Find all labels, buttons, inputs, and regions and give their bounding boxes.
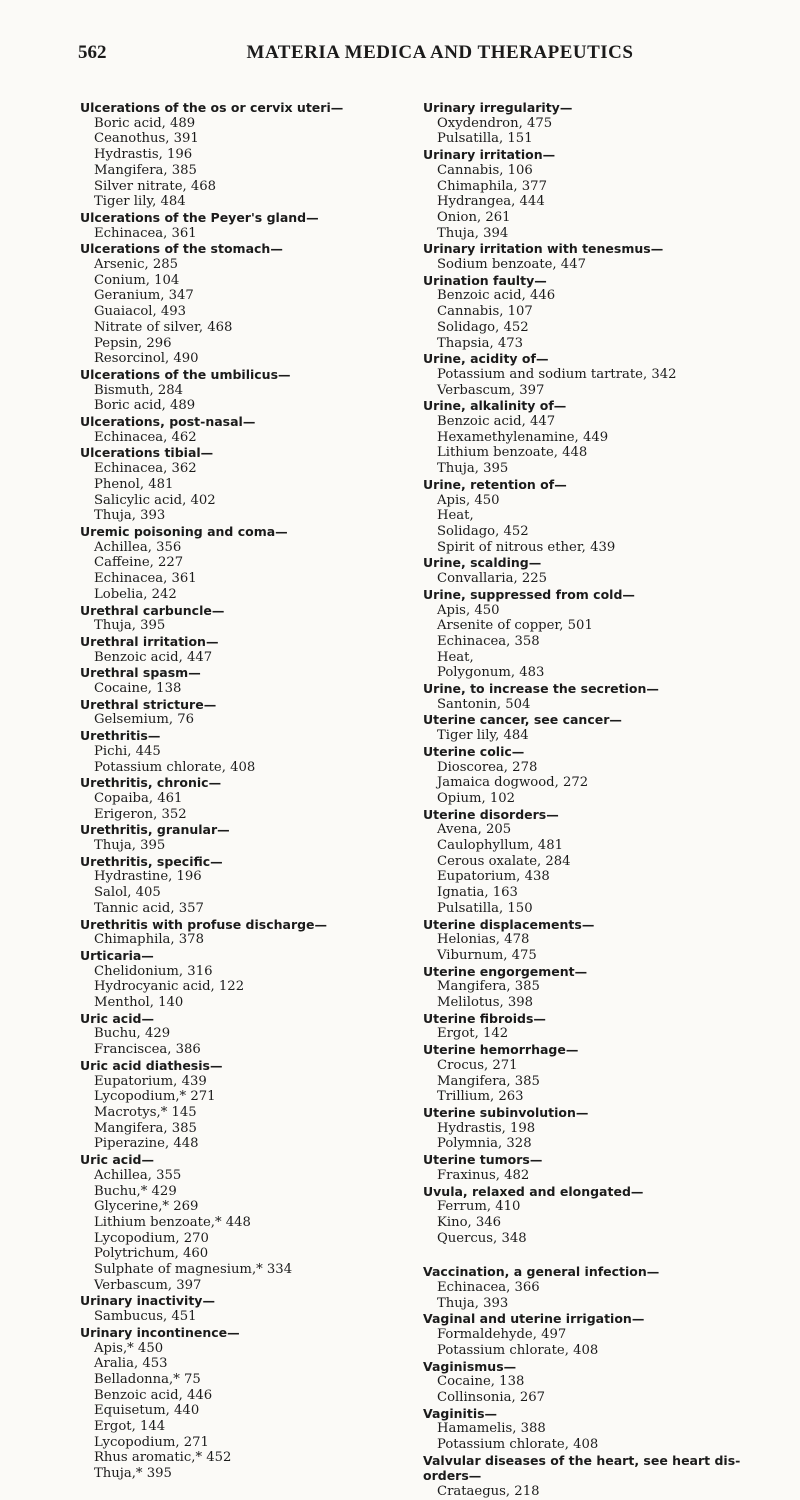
index-item: Mangifera, 385 xyxy=(437,979,540,995)
index-item: Fraxinus, 482 xyxy=(437,1167,530,1183)
index-heading: Uterine fibroids— xyxy=(423,1010,546,1026)
index-item: Apis,* 450 xyxy=(94,1340,164,1356)
index-item: Eupatorium, 439 xyxy=(94,1073,207,1089)
index-heading: Urinary irritation— xyxy=(423,147,556,163)
index-entry xyxy=(423,477,783,556)
index-item: Sodium benzoate, 447 xyxy=(437,257,586,273)
index-heading: Uterine hemorrhage— xyxy=(423,1042,579,1058)
index-heading: Urethritis— xyxy=(80,728,161,744)
index-item: Pulsatilla, 150 xyxy=(437,900,533,916)
index-entry xyxy=(423,1184,783,1247)
index-heading: Uterine displacements— xyxy=(423,916,595,932)
index-entry xyxy=(80,414,410,445)
index-item: Thapsia, 473 xyxy=(437,335,523,351)
index-item: Benzoic acid, 446 xyxy=(437,288,556,304)
index-heading: Uterine engorgement— xyxy=(423,963,588,979)
index-item: Crocus, 271 xyxy=(437,1057,518,1073)
index-entry xyxy=(80,822,410,853)
index-entry xyxy=(80,1293,410,1324)
index-entry xyxy=(80,1325,410,1482)
index-item: Lycopodium,* 271 xyxy=(94,1089,216,1105)
index-entry xyxy=(423,1311,783,1358)
index-heading: Ulcerations, post-nasal— xyxy=(80,414,256,430)
index-entry xyxy=(423,712,783,743)
index-heading: Uterine colic— xyxy=(423,743,525,759)
index-item: Echinacea, 366 xyxy=(437,1280,540,1296)
index-entry xyxy=(423,273,783,352)
index-entry xyxy=(423,1011,783,1042)
index-item: Thuja, 395 xyxy=(437,461,509,477)
index-item: Chimaphila, 378 xyxy=(94,932,204,948)
index-item: Tiger lily, 484 xyxy=(94,194,186,210)
index-item: Cerous oxalate, 284 xyxy=(437,853,571,869)
index-item: Eupatorium, 438 xyxy=(437,869,550,885)
index-heading: Urination faulty— xyxy=(423,272,547,288)
index-item: Thuja, 395 xyxy=(94,618,166,634)
index-item: Solidago, 452 xyxy=(437,319,529,335)
index-item: Pulsatilla, 151 xyxy=(437,131,533,147)
index-item: Thuja, 394 xyxy=(437,225,509,241)
index-entry xyxy=(423,1264,783,1311)
index-entry xyxy=(423,744,783,807)
index-item: Rhus aromatic,* 452 xyxy=(94,1450,232,1466)
index-item: Thuja, 393 xyxy=(437,1295,509,1311)
index-item: Benzoic acid, 447 xyxy=(437,414,556,430)
index-heading: Uterine tumors— xyxy=(423,1152,543,1168)
index-heading: Urine, alkalinity of— xyxy=(423,398,567,414)
index-item: Ergot, 142 xyxy=(437,1026,509,1042)
index-heading: Vaccination, a general infection— xyxy=(423,1264,660,1280)
index-item: Tannic acid, 357 xyxy=(94,900,204,916)
index-heading: Urethral carbuncle— xyxy=(80,602,225,618)
index-item: Cannabis, 106 xyxy=(437,162,533,178)
index-item: Potassium chlorate, 408 xyxy=(94,759,256,775)
index-entry xyxy=(423,1406,783,1453)
index-heading: Ulcerations tibial— xyxy=(80,445,214,461)
index-heading: Urethral stricture— xyxy=(80,696,217,712)
index-heading: Urethritis, specific— xyxy=(80,853,223,869)
index-item: Echinacea, 362 xyxy=(94,461,197,477)
index-item: Hexamethylenamine, 449 xyxy=(437,429,609,445)
index-item: Viburnum, 475 xyxy=(437,947,537,963)
index-item: Lobelia, 242 xyxy=(94,586,177,602)
index-heading: Uric acid diathesis— xyxy=(80,1057,223,1073)
index-item: Echinacea, 462 xyxy=(94,429,197,445)
index-heading: Urine, suppressed from cold— xyxy=(423,586,635,602)
index-item: Apis, 450 xyxy=(437,602,500,618)
index-heading: Valvular diseases of the heart, see heart dis- orders— xyxy=(423,1452,741,1484)
index-entry xyxy=(423,555,783,586)
index-entry xyxy=(80,445,410,524)
index-item: Achillea, 356 xyxy=(94,539,182,555)
index-item: Gelsemium, 76 xyxy=(94,712,195,728)
index-item: Convallaria, 225 xyxy=(437,571,548,587)
index-entry xyxy=(80,603,410,634)
index-heading: Vaginal and uterine irrigation— xyxy=(423,1311,645,1327)
index-item: Nitrate of silver, 468 xyxy=(94,319,233,335)
index-item: Polytrichum, 460 xyxy=(94,1246,209,1262)
index-item: Copaiba, 461 xyxy=(94,790,183,806)
index-item: Lithium benzoate, 448 xyxy=(437,445,588,461)
index-entry xyxy=(80,665,410,696)
index-item: Aralia, 453 xyxy=(94,1356,168,1372)
index-item: Polygonum, 483 xyxy=(437,665,545,681)
left-index-column xyxy=(80,100,410,1482)
index-heading: Urethral spasm— xyxy=(80,665,201,681)
index-item: Santonin, 504 xyxy=(437,696,531,712)
index-item: Quercus, 348 xyxy=(437,1230,527,1246)
index-item: Heat, xyxy=(437,649,474,665)
index-item: Phenol, 481 xyxy=(94,476,174,492)
index-heading: Vaginitis— xyxy=(423,1405,498,1421)
index-heading: Vaginismus— xyxy=(423,1358,517,1374)
index-item: Arsenite of copper, 501 xyxy=(437,618,593,634)
index-entry xyxy=(80,775,410,822)
index-heading: Urinary irregularity— xyxy=(423,100,573,115)
index-item: Achillea, 355 xyxy=(94,1167,182,1183)
index-entry xyxy=(423,964,783,1011)
index-item: Salicylic acid, 402 xyxy=(94,492,216,508)
index-item: Silver nitrate, 468 xyxy=(94,178,217,194)
index-item: Bismuth, 284 xyxy=(94,382,184,398)
index-item: Caulophyllum, 481 xyxy=(437,838,563,854)
index-item: Avena, 205 xyxy=(437,822,512,838)
index-entry xyxy=(80,634,410,665)
index-heading: Urethritis with profuse discharge— xyxy=(80,916,328,932)
index-item: Piperazine, 448 xyxy=(94,1136,199,1152)
index-entry xyxy=(423,1105,783,1152)
index-entry xyxy=(423,147,783,241)
index-item: Hydrocyanic acid, 122 xyxy=(94,979,245,995)
index-item: Thuja, 395 xyxy=(94,838,166,854)
index-item: Hydrastine, 196 xyxy=(94,869,202,885)
index-heading: Uterine subinvolution— xyxy=(423,1105,589,1120)
index-heading: Uterine disorders— xyxy=(423,806,559,822)
index-item: Tiger lily, 484 xyxy=(437,728,529,744)
index-item: Opium, 102 xyxy=(437,790,516,806)
index-item: Echinacea, 358 xyxy=(437,633,540,649)
index-item: Collinsonia, 267 xyxy=(437,1389,546,1405)
index-item: Hydrangea, 444 xyxy=(437,194,545,210)
index-item: Ferrum, 410 xyxy=(437,1199,521,1215)
index-entry xyxy=(80,241,410,367)
index-entry xyxy=(423,681,783,712)
index-heading: Ulcerations of the umbilicus— xyxy=(80,366,291,382)
index-heading: Urethritis, chronic— xyxy=(80,775,222,791)
index-item: Erigeron, 352 xyxy=(94,806,187,822)
index-heading: Urinary irritation with tenesmus— xyxy=(423,241,664,257)
index-heading: Uterine cancer, see cancer— xyxy=(423,712,622,728)
index-item: Crataegus, 218 xyxy=(437,1484,540,1500)
index-entry xyxy=(80,697,410,728)
index-item: Mangifera, 385 xyxy=(94,162,197,178)
index-item: Buchu, 429 xyxy=(94,1026,171,1042)
index-item: Chimaphila, 377 xyxy=(437,178,547,194)
index-item: Echinacea, 361 xyxy=(94,571,197,587)
index-entry xyxy=(423,1453,783,1500)
index-item: Ceanothus, 391 xyxy=(94,131,199,147)
index-item: Lycopodium, 270 xyxy=(94,1230,209,1246)
index-entry xyxy=(423,1152,783,1183)
index-heading: Uric acid— xyxy=(80,1010,154,1026)
index-item: Boric acid, 489 xyxy=(94,398,196,414)
index-entry xyxy=(80,728,410,775)
index-item: Melilotus, 398 xyxy=(437,995,534,1011)
index-heading: Urinary inactivity— xyxy=(80,1293,215,1309)
index-item: Mangifera, 385 xyxy=(94,1120,197,1136)
index-item: Geranium, 347 xyxy=(94,288,194,304)
index-item: Apis, 450 xyxy=(437,492,500,508)
index-heading: Urine, to increase the secretion— xyxy=(423,681,659,697)
index-item: Arsenic, 285 xyxy=(94,257,179,273)
index-item: Cannabis, 107 xyxy=(437,304,533,320)
index-item: Equisetum, 440 xyxy=(94,1403,200,1419)
index-item: Thuja, 393 xyxy=(94,508,166,524)
index-item: Echinacea, 361 xyxy=(94,225,197,241)
index-heading: Urethritis, granular— xyxy=(80,822,230,838)
index-heading: Uremic poisoning and coma— xyxy=(80,523,288,539)
index-entry xyxy=(80,210,410,241)
index-entry xyxy=(80,1011,410,1058)
index-item: Helonias, 478 xyxy=(437,932,530,948)
index-item: Oxydendron, 475 xyxy=(437,115,553,131)
index-item: Potassium chlorate, 408 xyxy=(437,1342,599,1358)
index-item: Pichi, 445 xyxy=(94,743,161,759)
index-item: Conium, 104 xyxy=(94,272,180,288)
index-item: Benzoic acid, 446 xyxy=(94,1387,213,1403)
index-heading: Ulcerations of the stomach— xyxy=(80,241,283,257)
index-item: Trillium, 263 xyxy=(437,1089,524,1105)
index-item: Resorcinol, 490 xyxy=(94,351,199,367)
index-entry xyxy=(80,854,410,917)
index-item: Solidago, 452 xyxy=(437,523,529,539)
index-entry xyxy=(423,917,783,964)
index-heading: Ulcerations of the Peyer's gland— xyxy=(80,209,319,225)
index-entry xyxy=(80,100,410,210)
index-item: Thuja,* 395 xyxy=(94,1466,172,1482)
index-entry xyxy=(423,1359,783,1406)
index-item: Cocaine, 138 xyxy=(94,681,182,697)
index-entry xyxy=(80,917,410,948)
right-index-column xyxy=(423,100,783,1500)
index-entry xyxy=(423,1042,783,1105)
index-item: Macrotys,* 145 xyxy=(94,1105,197,1120)
index-entry xyxy=(423,351,783,398)
index-entry xyxy=(80,948,410,1011)
index-item: Boric acid, 489 xyxy=(94,115,196,131)
index-entry xyxy=(423,587,783,681)
index-item: Mangifera, 385 xyxy=(437,1073,540,1089)
index-entry xyxy=(423,398,783,477)
index-item: Kino, 346 xyxy=(437,1214,502,1230)
index-item: Onion, 261 xyxy=(437,209,511,225)
index-item: Formaldehyde, 497 xyxy=(437,1327,567,1343)
index-item: Potassium chlorate, 408 xyxy=(437,1437,599,1453)
index-item: Spirit of nitrous ether, 439 xyxy=(437,539,616,555)
index-heading: Urine, scalding— xyxy=(423,555,542,571)
index-item: Salol, 405 xyxy=(94,885,161,901)
index-item: Glycerine,* 269 xyxy=(94,1199,199,1215)
index-heading: Ulcerations of the os or cervix uteri— xyxy=(80,100,344,115)
index-heading: Uvula, relaxed and elongated— xyxy=(423,1183,644,1199)
index-item: Sulphate of magnesium,* 334 xyxy=(94,1262,293,1278)
index-item: Lithium benzoate,* 448 xyxy=(94,1214,251,1230)
index-item: Pepsin, 296 xyxy=(94,335,172,351)
index-item: Ignatia, 163 xyxy=(437,885,518,901)
index-item: Benzoic acid, 447 xyxy=(94,649,213,665)
index-entry xyxy=(80,1058,410,1152)
index-item: Polymnia, 328 xyxy=(437,1136,532,1152)
running-title: MATERIA MEDICA AND THERAPEUTICS xyxy=(246,42,634,63)
index-item: Franciscea, 386 xyxy=(94,1042,201,1058)
page-header xyxy=(0,42,800,72)
index-item: Dioscorea, 278 xyxy=(437,759,538,775)
index-heading: Uric acid— xyxy=(80,1152,154,1168)
index-item: Buchu,* 429 xyxy=(94,1183,177,1199)
index-item: Chelidonium, 316 xyxy=(94,963,213,979)
page-number: 562 xyxy=(78,42,107,63)
index-item: Jamaica dogwood, 272 xyxy=(437,775,589,791)
index-item: Cocaine, 138 xyxy=(437,1374,525,1390)
index-item: Menthol, 140 xyxy=(94,995,184,1011)
index-entry xyxy=(423,807,783,917)
index-item: Caffeine, 227 xyxy=(94,555,184,571)
index-entry xyxy=(423,241,783,272)
index-entry xyxy=(80,367,410,414)
index-heading: Urticaria— xyxy=(80,947,154,963)
index-item: Verbascum, 397 xyxy=(94,1277,202,1293)
index-item: Hamamelis, 388 xyxy=(437,1421,546,1437)
index-item: Sambucus, 451 xyxy=(94,1309,197,1325)
index-item: Verbascum, 397 xyxy=(437,382,545,398)
index-heading: Urethral irritation— xyxy=(80,633,219,649)
index-entry xyxy=(423,100,783,147)
index-entry xyxy=(80,1152,410,1293)
index-item: Belladonna,* 75 xyxy=(94,1371,201,1387)
index-item: Ergot, 144 xyxy=(94,1419,166,1435)
index-item: Hydrastis, 196 xyxy=(94,147,193,163)
index-item: Lycopodium, 271 xyxy=(94,1434,209,1450)
index-item: Heat, xyxy=(437,508,474,524)
index-entry xyxy=(80,524,410,603)
index-item: Potassium and sodium tartrate, 342 xyxy=(437,366,677,382)
index-item: Hydrastis, 198 xyxy=(437,1120,536,1136)
index-item: Guaiacol, 493 xyxy=(94,304,187,320)
index-heading: Urine, acidity of— xyxy=(423,351,549,367)
index-heading: Urine, retention of— xyxy=(423,476,567,492)
index-heading: Urinary incontinence— xyxy=(80,1324,240,1340)
